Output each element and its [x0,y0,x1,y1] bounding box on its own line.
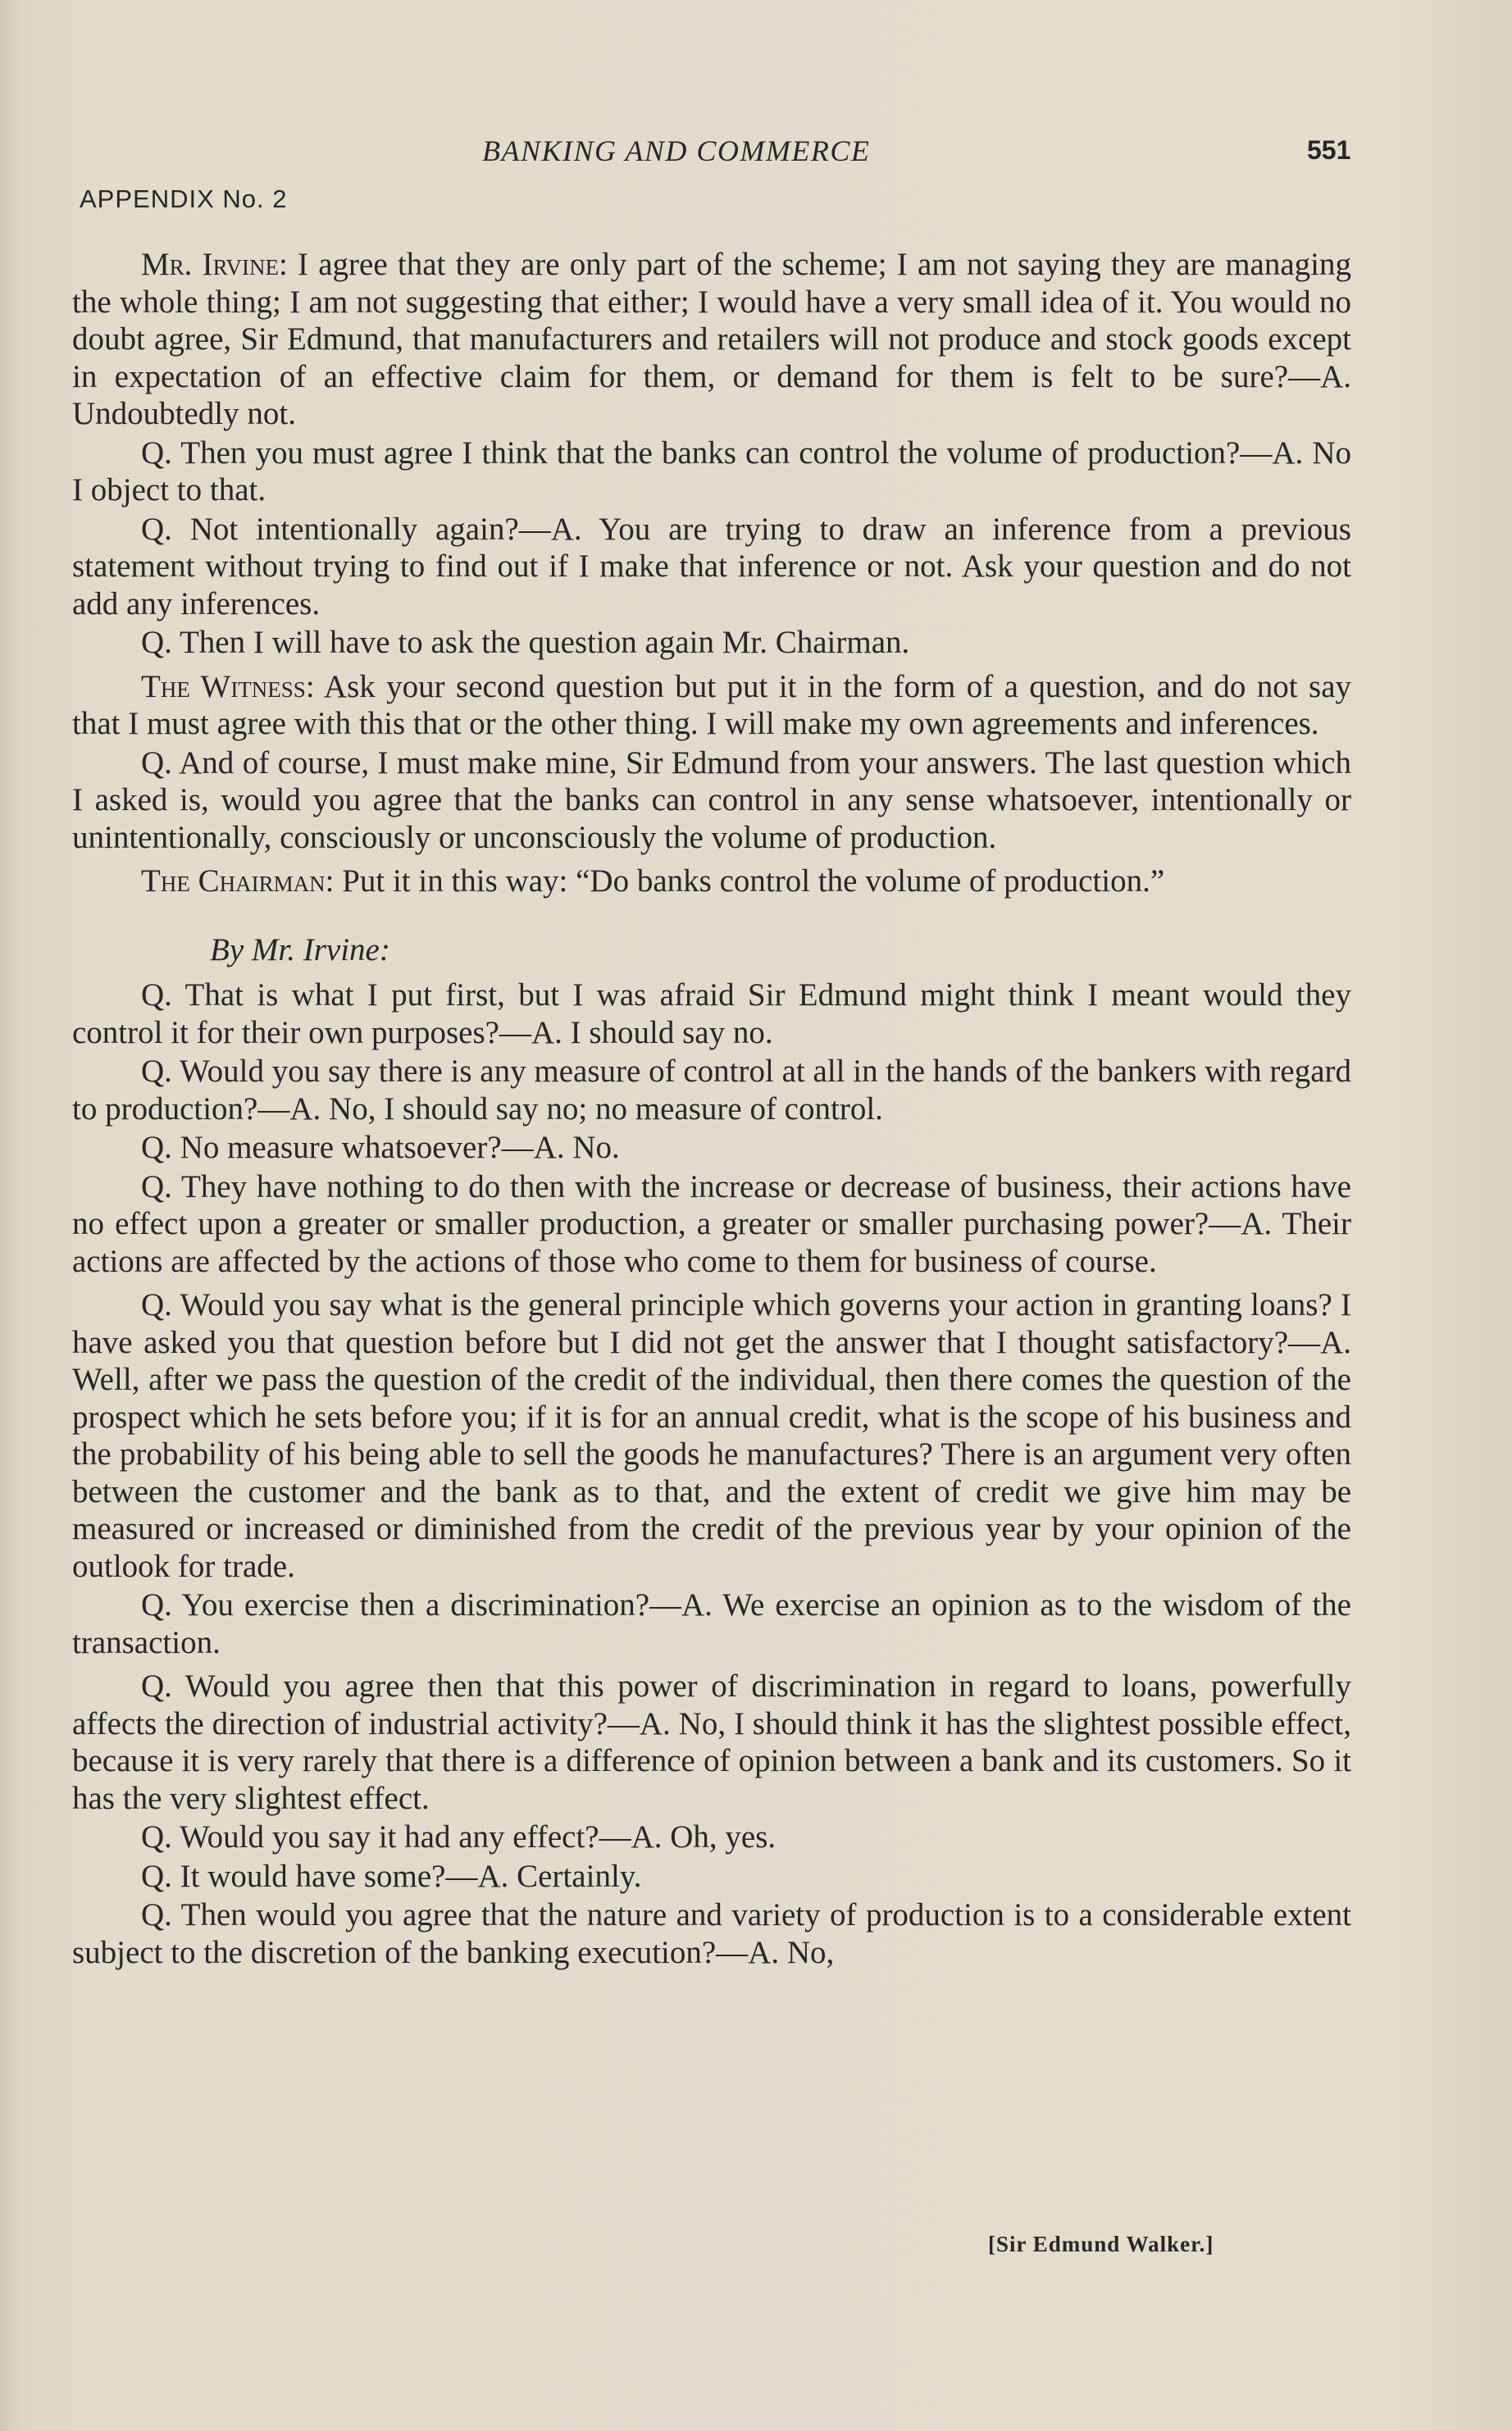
paragraph [72,624,1351,662]
qa-paragraph: Q. You exercise then a discrimination?—A. We exercise an opinion as to the wisdom of the transaction. [72,1587,1351,1660]
paragraph [72,668,1351,743]
page-number: 551 [1307,135,1351,165]
qa-paragraph: Q. Would you say it had any effect?—A. Oh, yes. [141,1819,776,1855]
qa-paragraph: Q. Would you agree then that this power of discrimination in regard to loans, powerfully affects the direction of industrial activity?—A. No, I should think it has the slightest possible effect, because it is very rarely that there is a difference of opinion between a bank and its customers. So it has the very slightest effect. [72,1668,1351,1816]
paragraph [72,246,1351,433]
paragraph-text: Q. Then you must agree I think that the banks can control the volume of production?—A. No I object to that. [72,435,1351,508]
transcript-body [72,246,1351,1973]
qa-paragraph: Q. That is what I put first, but I was afraid Sir Edmund might think I meant would they control it for their own purposes?—A. I should say no. [72,977,1351,1050]
qa-paragraph: Q. Would you say what is the general principle which governs your action in granting loans? I have asked you that question before but I did not get the answer that I thought satisfactory?—A. Well, after we pass the question of the credit of the individual, then there comes the question of the prospect which he sets before you; if it is for an annual credit, what is the scope of his business and the probability of his being able to sell the goods he manufactures? There is an argument very often between the customer and the bank as to that, and the extent of credit we give him may be measured or increased or diminished from the credit of the previous year by your opinion of the outlook for trade. [72,1287,1351,1584]
qa-paragraph: Q. It would have some?—A. Certainly. [141,1858,642,1894]
running-head: BANKING AND COMMERCE [482,134,871,167]
speaker-name: Mr. Irvine: [141,247,288,282]
paragraph [72,511,1351,623]
examiner-byline: By Mr. Irvine: [210,931,390,967]
paragraph [72,435,1351,509]
paragraph-text: Put it in this way: “Do banks control the volume of production.” [334,863,1165,899]
appendix-label: APPENDIX No. 2 [80,184,288,213]
paragraph-text: Ask your second question but put it in the form of a question, and do not say that I must agree with this that or the other thing. I will make my own agreements and inferences. [72,668,1352,741]
witness-footer: [Sir Edmund Walker.] [988,2232,1214,2256]
paragraph-text: Q. Not intentionally again?—A. You are trying to draw an inference from a previous statement without trying to find out if I make that inference or not. Ask your question and do not add any inferences. [72,511,1351,621]
paragraph-text: I agree that they are only part of the scheme; I am not saying they are managing the whole thing; I am not suggesting that either; I would have a very small idea of it. You would no doubt agree, Sir Edmund, that manufacturers and retailers will not produce and stock goods except in expectation of an effective claim for them, or demand for them is felt to be sure?—A. Undoubtedly not. [72,247,1351,431]
speaker-name: The Chairman: [141,863,335,899]
paragraph [72,863,1351,900]
paragraph-text: Q. And of course, I must make mine, Sir Edmund from your answers. The last question which I asked is, would you agree that the banks can control in any sense whatsoever, intentionally or unintentionally, consciously or unconsciously the volume of production. [72,744,1351,855]
qa-paragraph: Q. Would you say there is any measure of control at all in the hands of the bankers with regard to production?—A. No, I should say no; no measure of control. [72,1054,1351,1127]
qa-paragraph: Q. No measure whatsoever?—A. No. [141,1130,620,1165]
paragraph-text: Q. Then I will have to ask the question again Mr. Chairman. [141,625,910,660]
paragraph [72,744,1351,857]
qa-paragraph: Q. Then would you agree that the nature and variety of production is to a considerable extent subject to the discretion of the banking execution?—A. No, [72,1897,1351,1970]
speaker-name: The Witness: [141,668,315,704]
qa-paragraph: Q. They have nothing to do then with the increase or decrease of business, their actions have no effect upon a greater or smaller production, a greater or smaller purchasing power?—A. Their actions are affected by the actions of those who come to them for business of course. [72,1168,1351,1279]
